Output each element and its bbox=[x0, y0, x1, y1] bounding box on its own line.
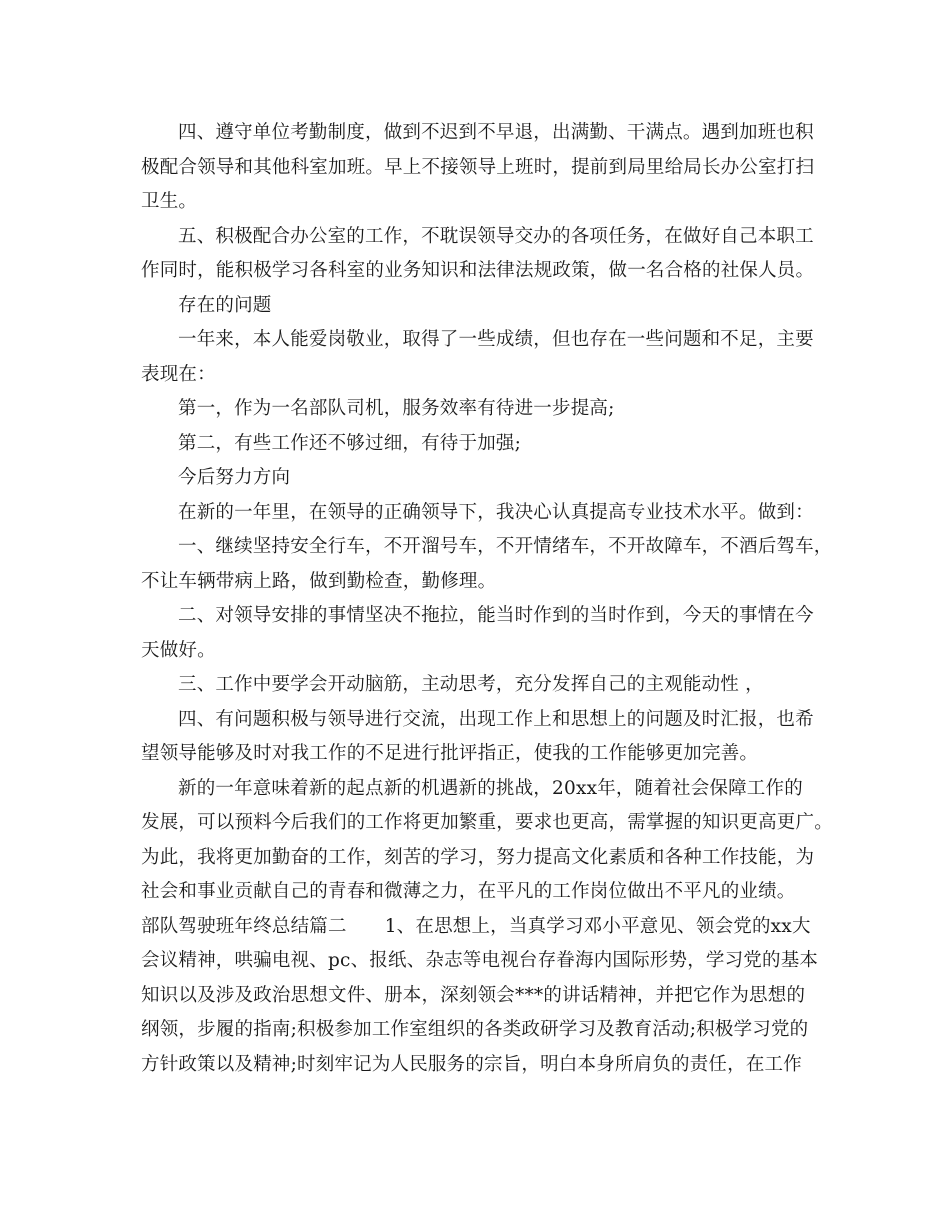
paragraph-line: 望领导能够及时对我工作的不足进行批评指正，使我的工作能够更加完善。 bbox=[141, 743, 759, 764]
document-body bbox=[141, 116, 833, 1082]
paragraph-line: 第一，作为一名部队司机，服务效率有待进一步提高; bbox=[178, 398, 615, 419]
paragraph-line: 知识以及涉及政治思想文件、册本，深刻领会***的讲话精神，并把它作为思想的 bbox=[141, 984, 806, 1006]
paragraph-line: 一年来，本人能爱岗敬业，取得了一些成绩，但也存在一些问题和不足，主要 bbox=[178, 329, 814, 350]
paragraph-line: 天做好。 bbox=[141, 639, 216, 661]
section-heading-line bbox=[141, 910, 821, 945]
paragraph-line: 一、继续坚持安全行车，不开溜号车，不开情绪车，不开故障车，不酒后驾车， bbox=[178, 536, 833, 557]
paragraph-line: 方针政策以及精神;时刻牢记为人民服务的宗旨，明白本身所肩负的责任，在工作 bbox=[141, 1053, 802, 1075]
paragraph-line: 在新的一年里，在领导的正确领导下，我决心认真提高专业技术水平。做到： bbox=[178, 501, 814, 523]
paragraph-line: 极配合领导和其他科室加班。早上不接领导上班时，提前到局里给局长办公室打扫 bbox=[141, 156, 815, 178]
paragraph-line: 五、积极配合办公室的工作，不耽误领导交办的各项任务，在做好自己本职工 bbox=[178, 225, 814, 247]
paragraph-line: 为此，我将更加勤奋的工作，刻苦的学习，努力提高文化素质和各种工作技能，为 bbox=[141, 846, 815, 868]
section-heading: 部队驾驶班年终总结篇二 bbox=[141, 915, 347, 937]
paragraph-line: 二、对领导安排的事情坚决不拖拉，能当时作到的当时作到，今天的事情在今 bbox=[178, 605, 814, 626]
paragraph-line: 不让车辆带病上路，做到勤检查，勤修理。 bbox=[141, 570, 497, 592]
paragraph-line: 纲领，步履的指南;积极参加工作室组织的各类政研学习及教育活动;积极学习党的 bbox=[141, 1019, 809, 1040]
paragraph-line: 作同时，能积极学习各科室的业务知识和法律法规政策，做一名合格的社保人员。 bbox=[141, 260, 815, 281]
paragraph-line: 新的一年意味着新的起点新的机遇新的挑战，20xx年，随着社会保障工作的 bbox=[178, 777, 803, 799]
paragraph-line: 发展，可以预料今后我们的工作将更加繁重，要求也更高，需掌握的知识更高更广。 bbox=[141, 812, 833, 833]
paragraph-line: 四、有问题积极与领导进行交流，出现工作上和思想上的问题及时汇报，也希 bbox=[178, 708, 814, 730]
paragraph-line: 第二，有些工作还不够过细，有待于加强; bbox=[178, 432, 522, 454]
paragraph-line: 四、遵守单位考勤制度，做到不迟到不早退，出满勤、干满点。遇到加班也积 bbox=[178, 122, 814, 143]
paragraph-line: 三、工作中要学会开动脑筋，主动思考，充分发挥自己的主观能动性 ， bbox=[178, 674, 764, 695]
paragraph-line: 表现在： bbox=[141, 363, 216, 385]
paragraph-line: 社会和事业贡献自己的青春和微薄之力，在平凡的工作岗位做出不平凡的业绩。 bbox=[141, 881, 796, 902]
section-subheading: 存在的问题 bbox=[178, 294, 272, 316]
section-first-line: 1、在思想上，当真学习邓小平意见、领会党的xx大 bbox=[384, 915, 811, 937]
paragraph-line: 会议精神，哄骗电视、pc、报纸、杂志等电视台存眷海内国际形势，学习党的基本 bbox=[141, 950, 819, 971]
section-subheading: 今后努力方向 bbox=[178, 467, 291, 488]
paragraph-line: 卫生。 bbox=[141, 191, 198, 212]
